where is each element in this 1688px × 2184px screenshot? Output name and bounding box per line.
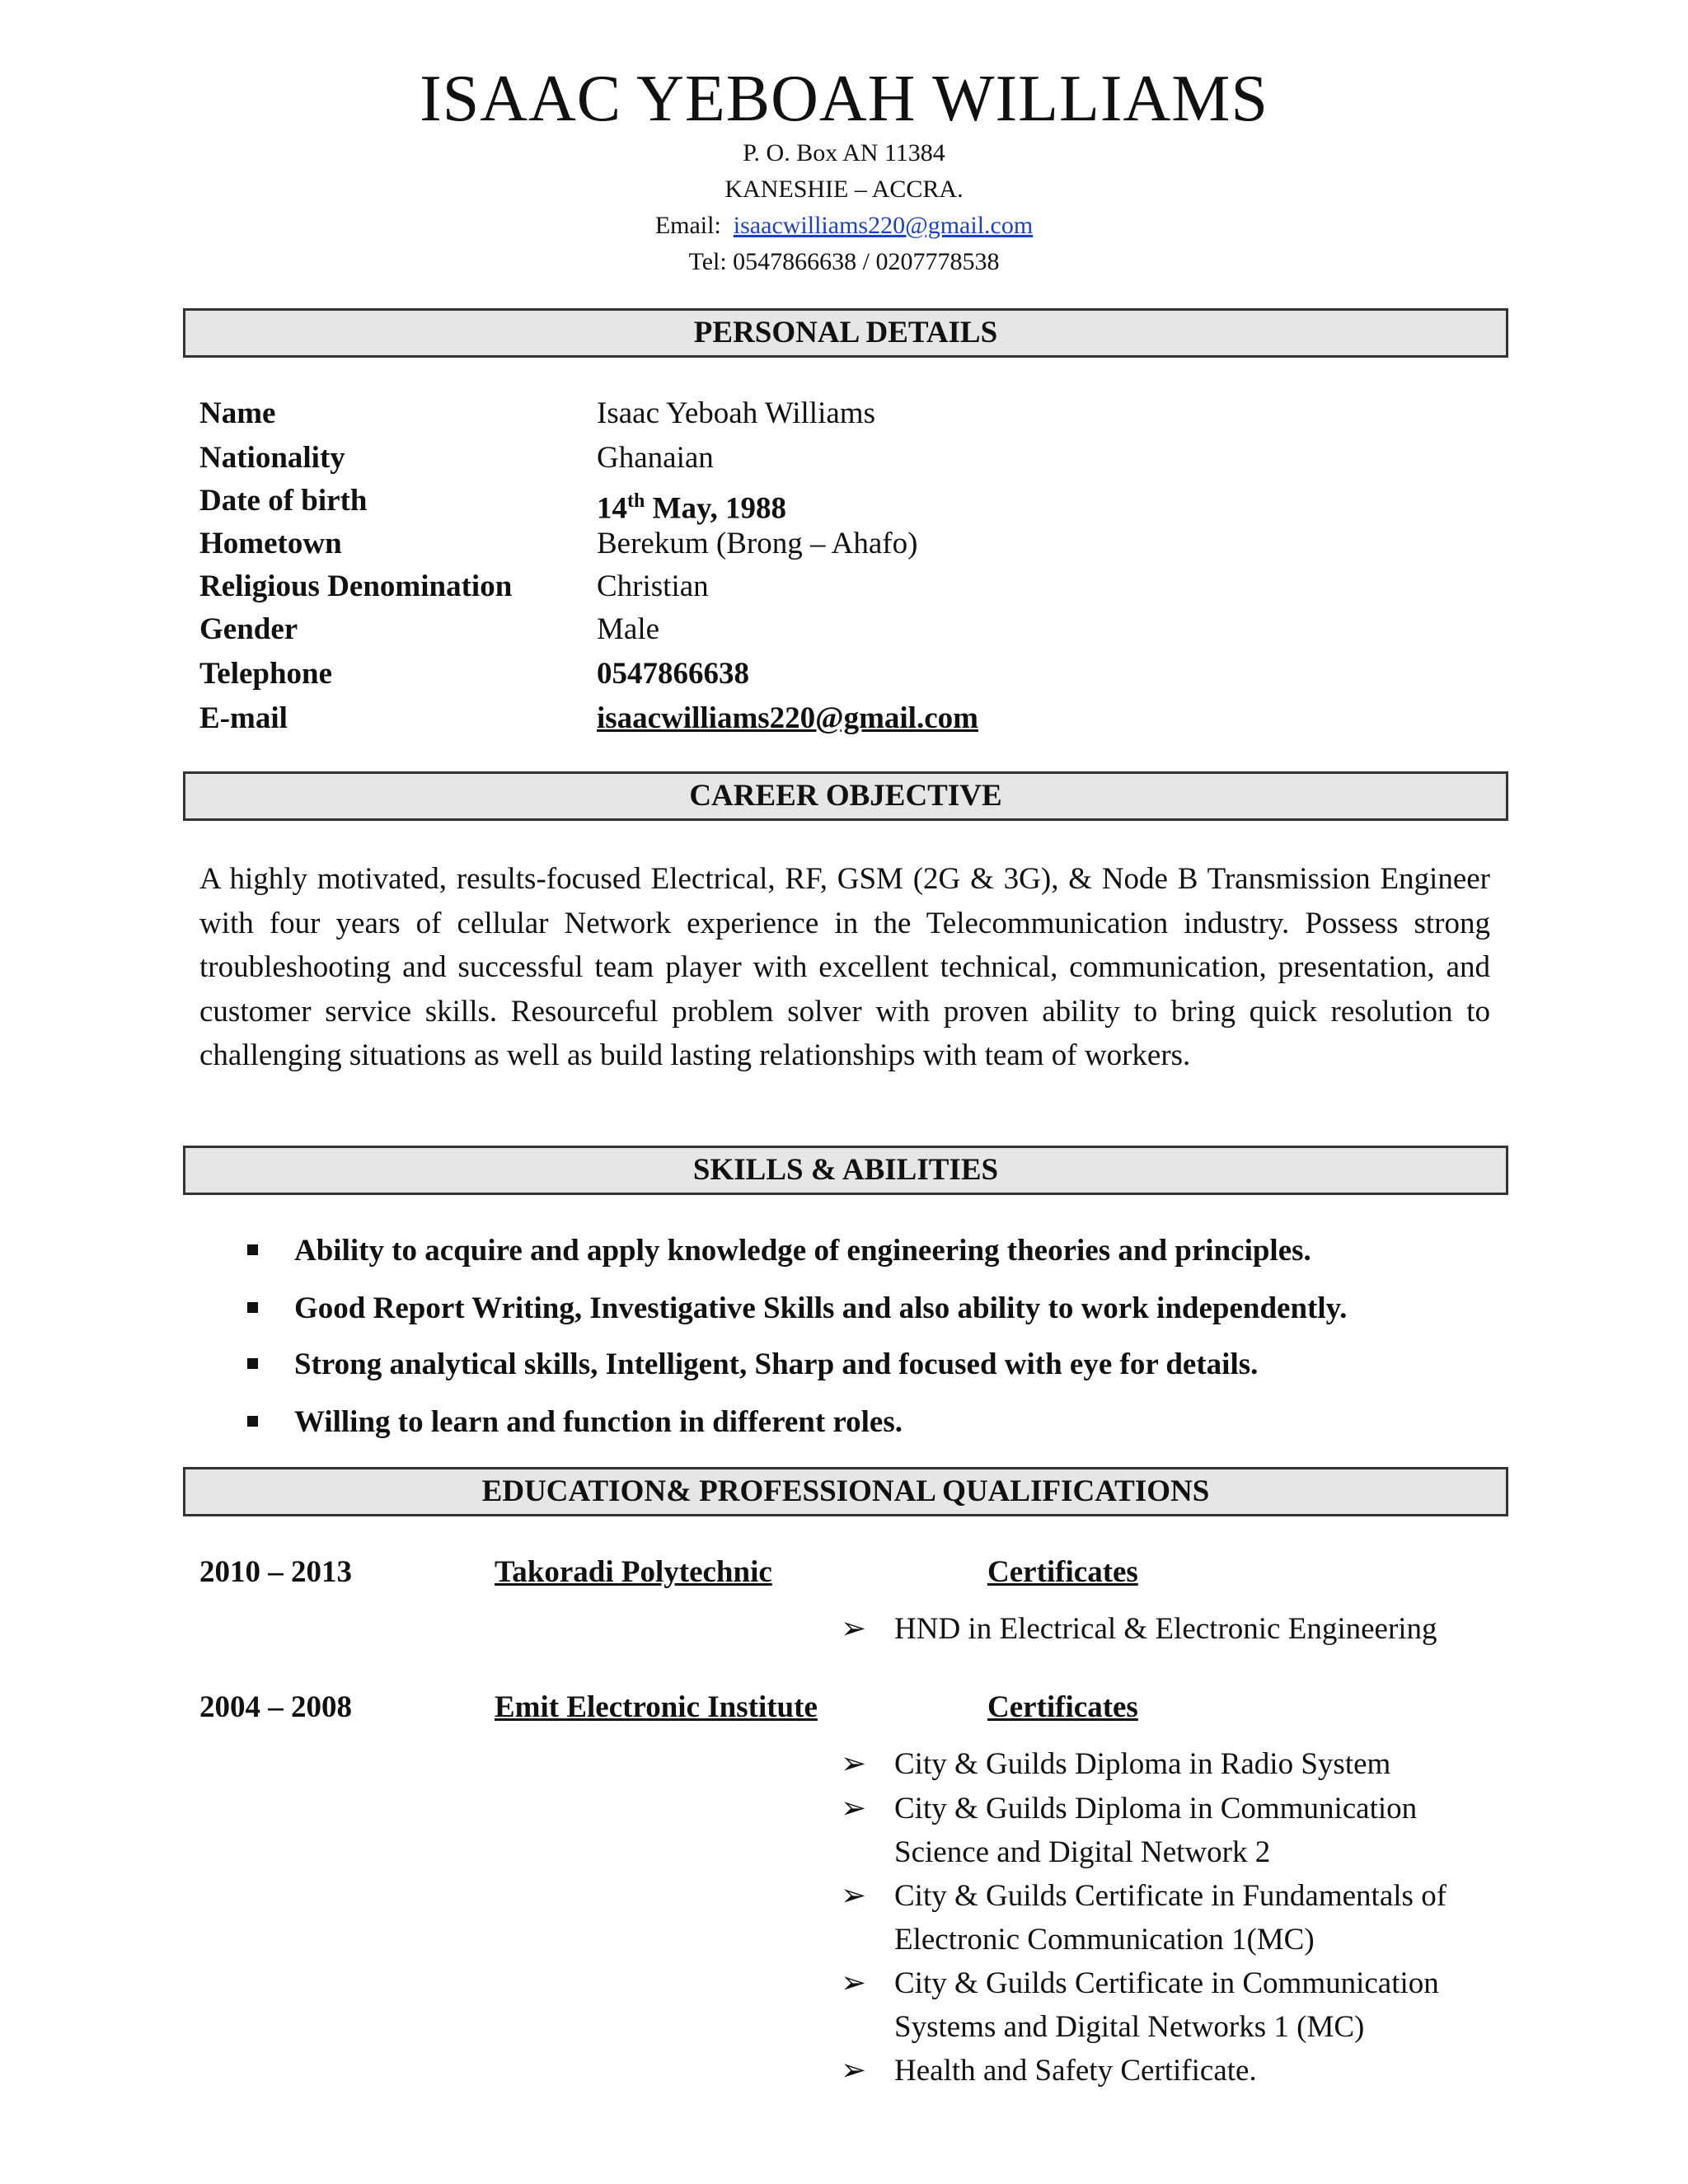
label-nationality: Nationality <box>199 441 345 475</box>
label-gender: Gender <box>199 612 298 646</box>
section-skills-abilities: SKILLS & ABILITIES <box>183 1146 1508 1195</box>
label-date-of-birth: Date of birth <box>199 484 368 518</box>
email-label: Email: <box>654 212 721 239</box>
value-religious-denomination: Christian <box>597 569 709 603</box>
label-religious-denomination: Religious Denomination <box>199 569 513 603</box>
dob-day-suffix: th <box>627 490 645 512</box>
education-certificates-heading: Certificates <box>987 1690 1138 1724</box>
skill-item <box>247 1347 1258 1383</box>
label-telephone: Telephone <box>199 657 333 691</box>
value-hometown: Berekum (Brong – Ahafo) <box>597 527 918 560</box>
label-hometown: Hometown <box>199 527 342 560</box>
arrow-bullet-icon: ➢ <box>841 2054 867 2088</box>
section-education: EDUCATION& PROFESSIONAL QUALIFICATIONS <box>183 1467 1508 1516</box>
skill-text: Willing to learn and function in different roles. <box>294 1405 903 1439</box>
arrow-bullet-icon: ➢ <box>841 1966 867 2000</box>
square-bullet-icon <box>247 1416 258 1427</box>
skill-item <box>247 1404 903 1441</box>
value-name: Isaac Yeboah Williams <box>597 396 875 430</box>
label-name: Name <box>199 396 276 430</box>
education-institution: Emit Electronic Institute <box>495 1690 818 1724</box>
value-telephone: 0547866638 <box>597 657 749 691</box>
skill-item <box>247 1291 1347 1327</box>
address-line-2: KANESHIE – ACCRA. <box>724 176 964 203</box>
certificate-item: City & Guilds Diploma in Radio System <box>894 1747 1391 1781</box>
square-bullet-icon <box>247 1244 258 1255</box>
arrow-bullet-icon: ➢ <box>841 1747 867 1781</box>
skill-text: Strong analytical skills, Intelligent, Sharp and focused with eye for details. <box>294 1347 1259 1381</box>
address-line-1: P. O. Box AN 11384 <box>743 139 945 166</box>
section-career-objective: CAREER OBJECTIVE <box>183 771 1508 821</box>
certificate-item: Health and Safety Certificate. <box>894 2054 1257 2088</box>
career-objective-text: A highly motivated, results-focused Electrical, RF, GSM (2G & 3G), & Node B Transmission Engineer with four years of cellular Network experience in the Telecommunication industry. Possess strong troubleshooting and successful team player with excellent technical, communication, presentation, and customer service skills. Resourceful problem solver with proven ability to bring quick resolution to challenging situations as well as build lasting relationships with team of workers. <box>199 862 1490 1072</box>
label-email: E-mail <box>199 701 288 735</box>
square-bullet-icon <box>247 1302 258 1313</box>
resume-name: ISAAC YEBOAH WILLIAMS <box>420 63 1268 135</box>
value-nationality: Ghanaian <box>597 441 714 475</box>
arrow-bullet-icon: ➢ <box>841 1792 867 1825</box>
value-email[interactable]: isaacwilliams220@gmail.com <box>597 701 978 735</box>
skill-item <box>247 1233 1311 1269</box>
arrow-bullet-icon: ➢ <box>841 1612 867 1646</box>
skill-text: Ability to acquire and apply knowledge of engineering theories and principles. <box>294 1234 1311 1268</box>
email-link[interactable]: isaacwilliams220@gmail.com <box>733 212 1034 239</box>
certificate-item: City & Guilds Certificate in Fundamentals of Electronic Communication 1(MC) <box>894 1879 1447 1957</box>
certificate-item: City & Guilds Certificate in Communication Systems and Digital Networks 1 (MC) <box>894 1966 1439 2044</box>
certificate-item: City & Guilds Diploma in Communication Science and Digital Network 2 <box>894 1792 1418 1869</box>
value-date-of-birth <box>597 483 786 527</box>
education-certificates-heading: Certificates <box>987 1555 1138 1589</box>
education-years: 2004 – 2008 <box>199 1690 352 1724</box>
value-gender: Male <box>597 612 660 646</box>
dob-day: 14 <box>597 491 627 526</box>
square-bullet-icon <box>247 1358 258 1369</box>
email-line <box>0 209 1688 242</box>
dob-rest: May, 1988 <box>645 491 786 526</box>
skill-text: Good Report Writing, Investigative Skills and also ability to work independently. <box>294 1291 1348 1325</box>
education-years: 2010 – 2013 <box>199 1555 352 1589</box>
education-institution: Takoradi Polytechnic <box>495 1555 772 1589</box>
telephone-line: Tel: 0547866638 / 0207778538 <box>688 248 1000 275</box>
certificate-item: HND in Electrical & Electronic Engineering <box>894 1612 1437 1646</box>
arrow-bullet-icon: ➢ <box>841 1879 867 1913</box>
section-personal-details: PERSONAL DETAILS <box>183 308 1508 358</box>
